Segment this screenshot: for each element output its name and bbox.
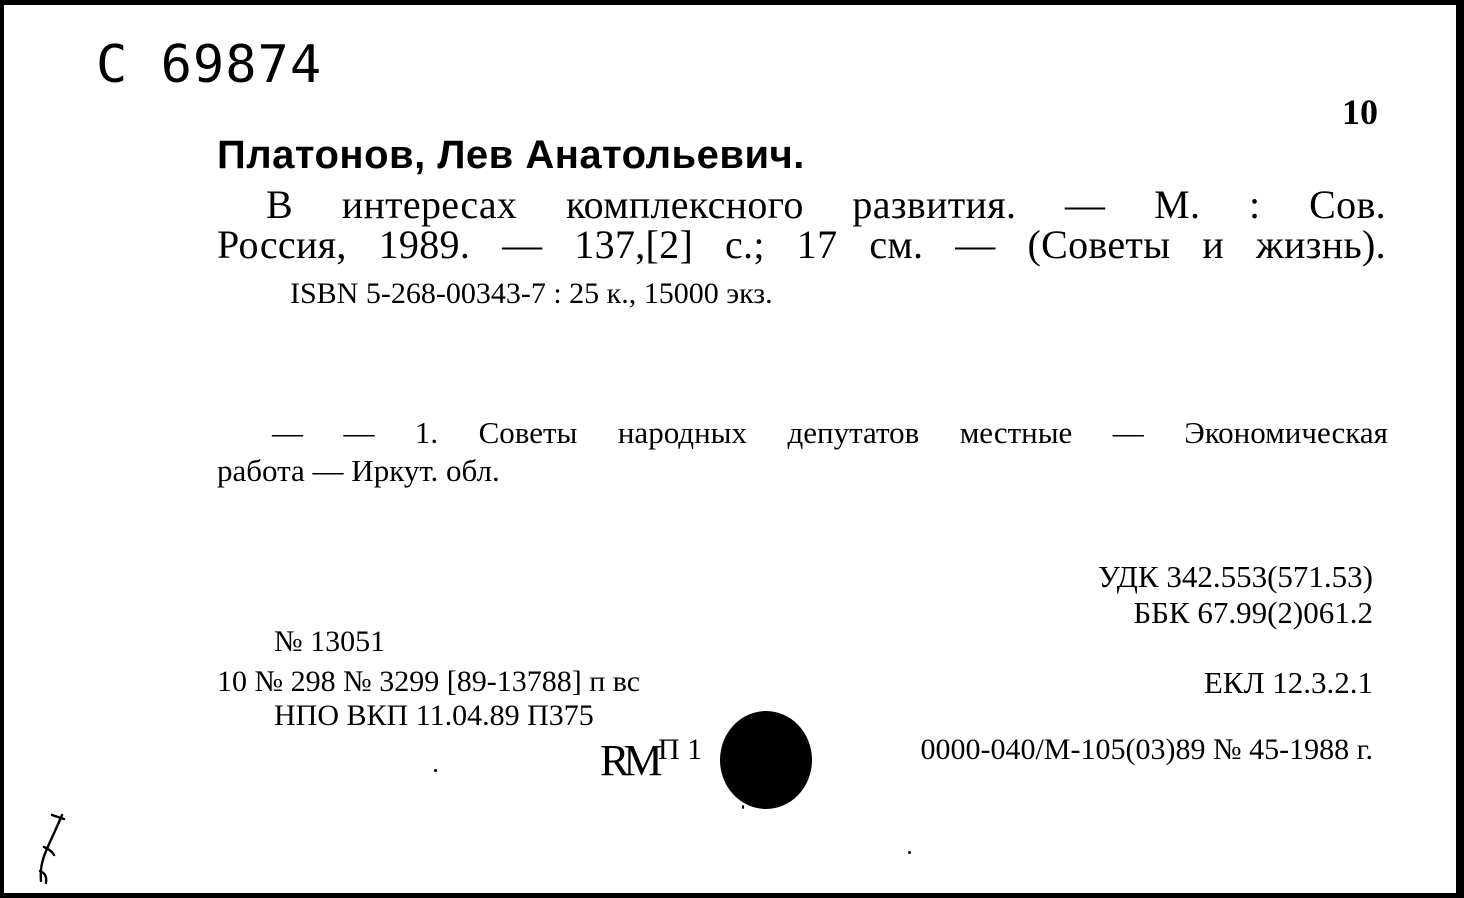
title-word: 17	[796, 222, 838, 267]
order-line: 10 № 298 № 3299 [89-13788] п вс	[217, 665, 641, 698]
title-word: :	[1249, 182, 1261, 227]
title-word: Сов.	[1309, 182, 1386, 227]
subject-word: Экономическая	[1184, 415, 1388, 450]
title-word: Россия,	[217, 222, 347, 267]
subject-line-1	[272, 415, 1388, 451]
udk-code: УДК 342.553(571.53)	[1097, 559, 1373, 594]
title-word: —	[1065, 182, 1106, 227]
title-word: В	[266, 182, 293, 227]
title-word: интересах	[341, 182, 518, 227]
speck	[434, 769, 437, 772]
subject-word: народных	[617, 415, 747, 450]
title-word: комплексного	[565, 182, 804, 227]
title-word: жизнь).	[1256, 222, 1386, 267]
speck	[742, 805, 744, 809]
card-number: 10	[1342, 92, 1378, 132]
plan-line-start: П 1	[658, 733, 703, 766]
title-word: (Советы	[1027, 222, 1171, 267]
subject-word: —	[1112, 415, 1144, 450]
subject-word: 1.	[414, 415, 439, 450]
bbk-code: ББК 67.99(2)061.2	[1133, 595, 1373, 630]
author-heading: Платонов, Лев Анатольевич.	[217, 133, 805, 177]
title-word: и	[1202, 222, 1225, 267]
ink-blot	[720, 711, 812, 809]
subject-word: Советы	[478, 415, 578, 450]
call-number: C 69874	[96, 35, 323, 95]
plan-line-end: 0000-040/М-105(03)89 № 45-1988 г.	[920, 733, 1373, 766]
title-word: 1989.	[378, 222, 471, 267]
title-word: М.	[1154, 182, 1201, 227]
subject-word: депутатов	[787, 415, 920, 450]
rm-stamp: RM	[600, 736, 657, 785]
speck	[908, 851, 911, 854]
subject-word: местные	[959, 415, 1073, 450]
title-word: —	[955, 222, 996, 267]
title-word: 137,[2]	[574, 222, 694, 267]
title-word: с.;	[725, 222, 765, 267]
title-word: развития.	[852, 182, 1017, 227]
title-line-2	[217, 221, 1386, 268]
title-word: см.	[869, 222, 924, 267]
printer-line: НПО ВКП 11.04.89 П375	[274, 699, 594, 732]
subject-line-2: работа — Иркут. обл.	[217, 453, 500, 488]
record-number: № 13051	[274, 625, 386, 658]
subject-word: —	[343, 415, 375, 450]
isbn-line: ISBN 5-268-00343-7 : 25 к., 15000 экз.	[290, 277, 773, 310]
title-word: —	[502, 222, 543, 267]
subject-word: —	[272, 415, 303, 450]
handwritten-mark-icon	[32, 811, 72, 889]
ekl-code: ЕКЛ 12.3.2.1	[1203, 665, 1373, 700]
